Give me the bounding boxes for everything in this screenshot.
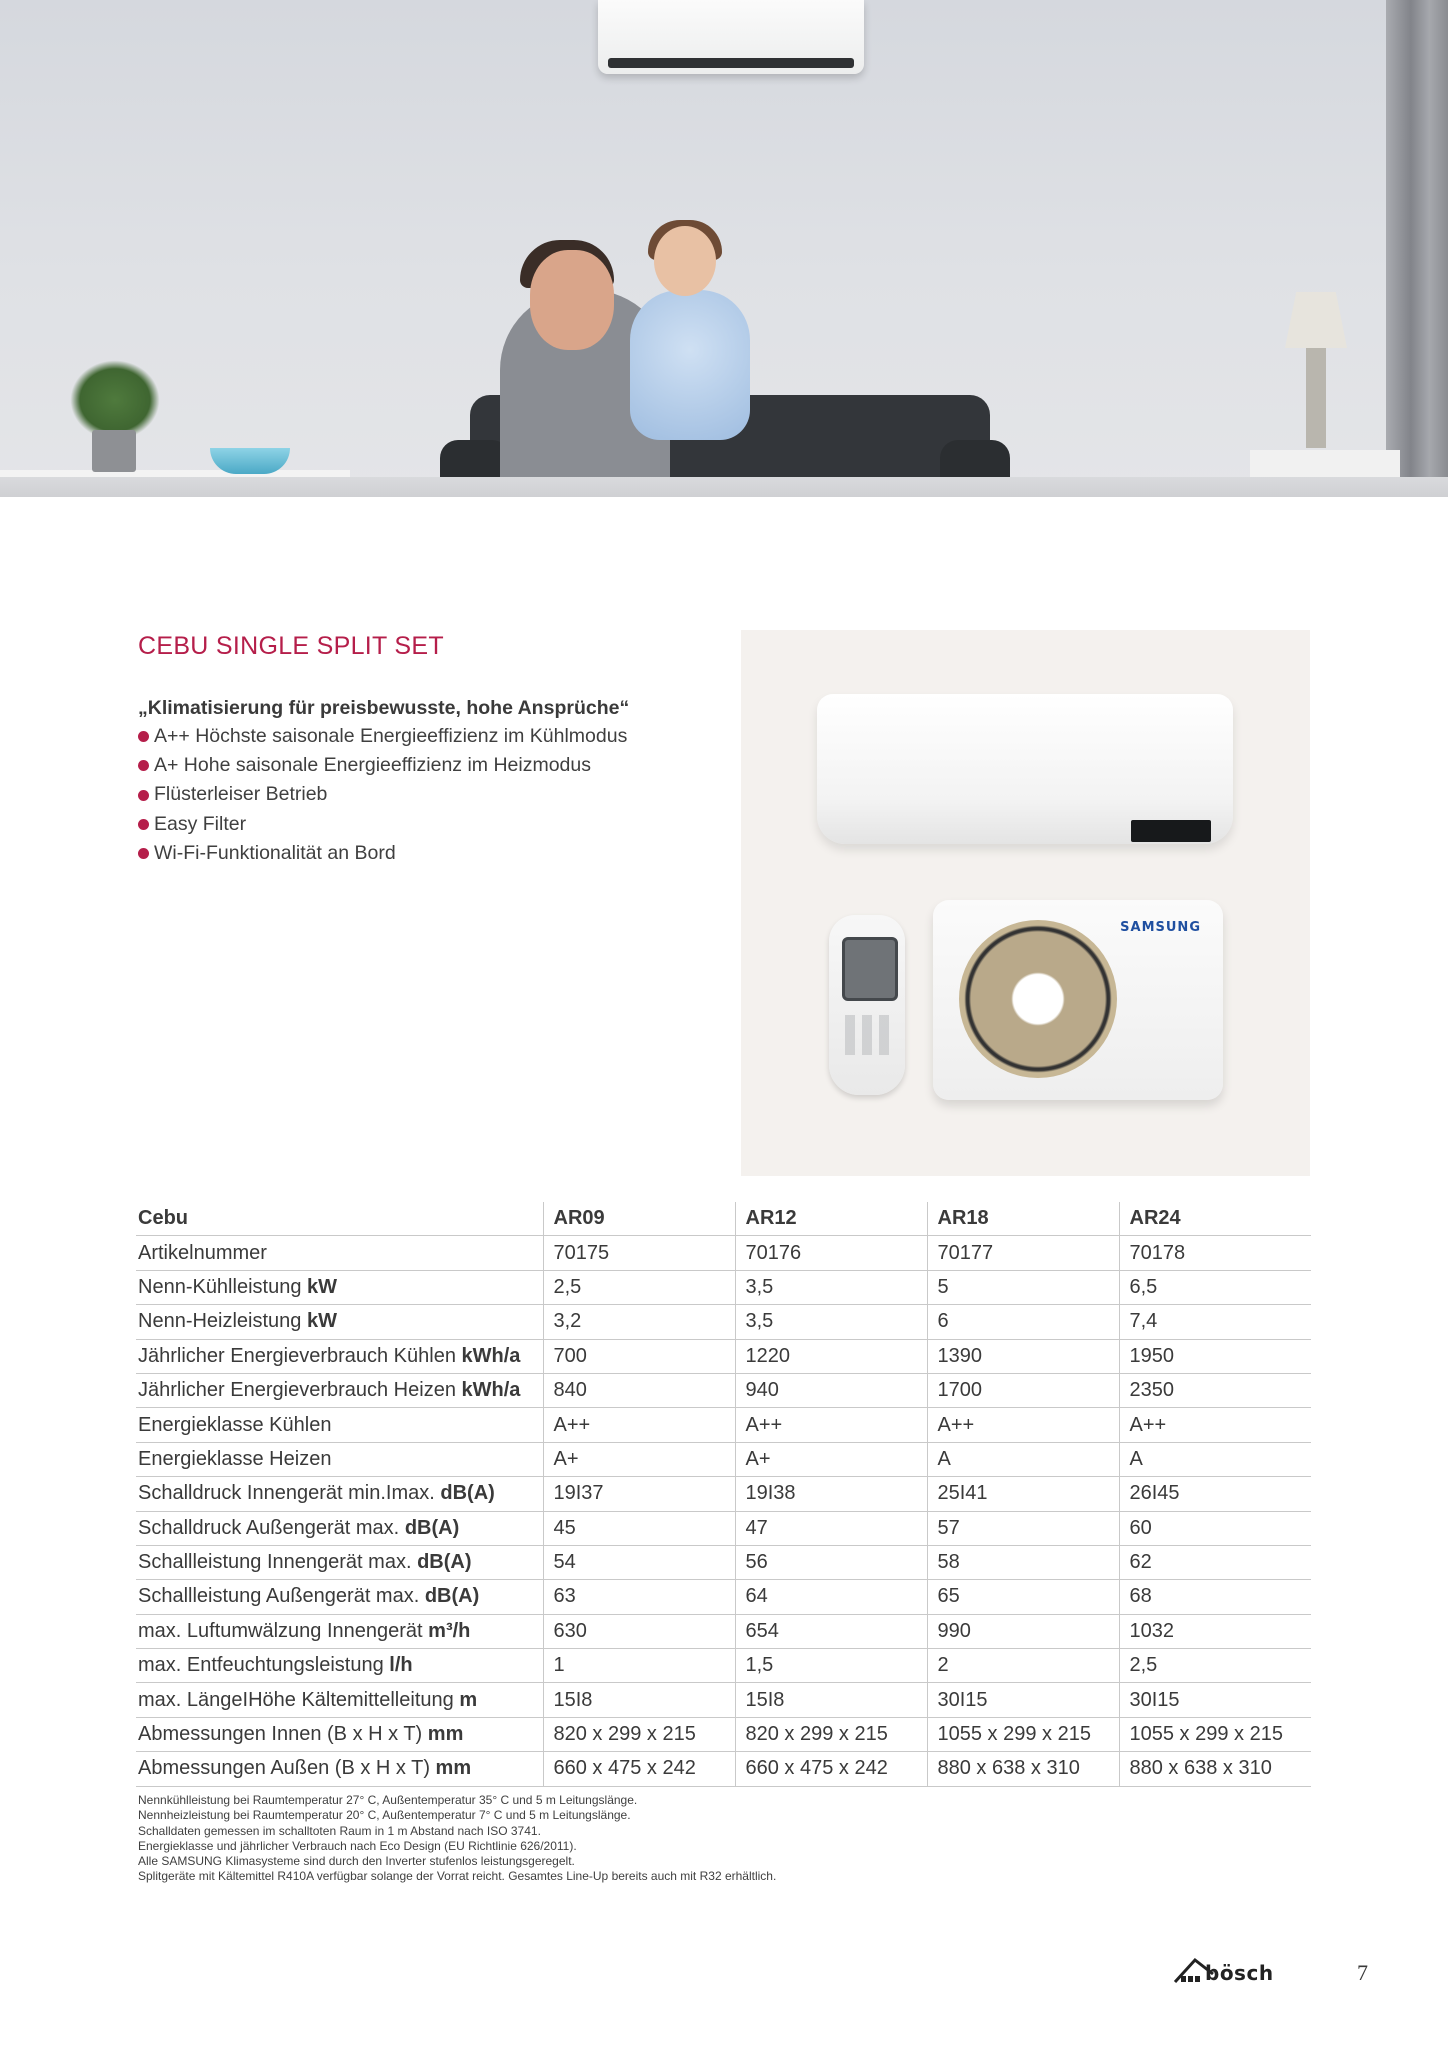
- table-row: [136, 1236, 1311, 1270]
- feature-item: A+ Hohe saisonale Energieeffizienz im Heizmodus: [138, 751, 627, 780]
- table-cell: A++: [1119, 1408, 1311, 1442]
- table-cell: 990: [927, 1614, 1119, 1648]
- unit-label: dB(A): [417, 1551, 472, 1574]
- table-cell: 1055 x 299 x 215: [1119, 1717, 1311, 1751]
- unit-label: kW: [306, 1310, 337, 1333]
- footnote: Nennheizleistung bei Raumtemperatur 20° C, Außentemperatur 7° C und 5 m Leitungslänge.: [138, 1808, 631, 1823]
- table-cell: A++: [927, 1408, 1119, 1442]
- table-cell: A++: [543, 1408, 735, 1442]
- table-cell: 2,5: [1119, 1649, 1311, 1683]
- table-cell: 940: [735, 1373, 927, 1407]
- plant: [70, 360, 160, 440]
- table-row: [136, 1270, 1311, 1304]
- table-cell: 30I15: [1119, 1683, 1311, 1717]
- row-label: Schallleistung Innengerät max. dB(A): [136, 1545, 543, 1579]
- table-cell: A+: [543, 1442, 735, 1476]
- table-cell: 26I45: [1119, 1477, 1311, 1511]
- table-cell: 30I15: [927, 1683, 1119, 1717]
- person-child: [630, 290, 750, 440]
- table-cell: 3,2: [543, 1305, 735, 1339]
- table-cell: 1390: [927, 1339, 1119, 1373]
- unit-label: m: [459, 1688, 478, 1711]
- table-cell: 47: [735, 1511, 927, 1545]
- footnote: Schalldaten gemessen im schalltoten Raum in 1 m Abstand nach ISO 3741.: [138, 1823, 541, 1838]
- table-cell: 58: [927, 1545, 1119, 1579]
- table-cell: 1032: [1119, 1614, 1311, 1648]
- feature-item: Easy Filter: [138, 810, 627, 839]
- table-cell: 19I37: [543, 1477, 735, 1511]
- table-row: [136, 1580, 1311, 1614]
- table-cell: 820 x 299 x 215: [735, 1717, 927, 1751]
- table-row: [136, 1477, 1311, 1511]
- column-header: Cebu: [136, 1202, 543, 1236]
- table-row: [136, 1511, 1311, 1545]
- table-cell: 660 x 475 x 242: [543, 1752, 735, 1786]
- table-cell: 64: [735, 1580, 927, 1614]
- table-row: [136, 1339, 1311, 1373]
- logo-text: bösch: [1205, 1961, 1274, 1985]
- bullet-icon: [138, 848, 149, 859]
- table-row: [136, 1717, 1311, 1751]
- table-cell: 60: [1119, 1511, 1311, 1545]
- footnote: Energieklasse und jährlicher Verbrauch nach Eco Design (EU Richtlinie 626/2011).: [138, 1838, 577, 1853]
- table-cell: 3,5: [735, 1305, 927, 1339]
- row-label: max. LängeIHöhe Kältemittelleitung m: [136, 1683, 543, 1717]
- bullet-icon: [138, 819, 149, 830]
- table-cell: 1055 x 299 x 215: [927, 1717, 1119, 1751]
- table-header-row: [136, 1202, 1311, 1236]
- table-row: [136, 1442, 1311, 1476]
- page-number: 7: [1357, 1960, 1368, 1985]
- table-cell: 6: [927, 1305, 1119, 1339]
- column-header: AR24: [1119, 1202, 1311, 1236]
- feature-item: Flüsterleiser Betrieb: [138, 780, 627, 809]
- row-label: Schallleistung Außengerät max. dB(A): [136, 1580, 543, 1614]
- lamp: [1285, 292, 1347, 348]
- table-cell: 68: [1119, 1580, 1311, 1614]
- company-logo: [1173, 1956, 1301, 1986]
- table-cell: 6,5: [1119, 1270, 1311, 1304]
- table-cell: 1,5: [735, 1649, 927, 1683]
- row-label: Schalldruck Innengerät min.Imax. dB(A): [136, 1477, 543, 1511]
- table-cell: 70177: [927, 1236, 1119, 1270]
- row-label: Nenn-Heizleistung kW: [136, 1305, 543, 1339]
- bullet-icon: [138, 790, 149, 801]
- table-cell: 1700: [927, 1373, 1119, 1407]
- spec-table: [136, 1202, 1311, 1787]
- table-cell: 3,5: [735, 1270, 927, 1304]
- table-cell: 19I38: [735, 1477, 927, 1511]
- table-cell: 2: [927, 1649, 1119, 1683]
- outdoor-unit: [933, 900, 1223, 1100]
- column-header: AR09: [543, 1202, 735, 1236]
- row-label: Jährlicher Energieverbrauch Kühlen kWh/a: [136, 1339, 543, 1373]
- footnote: Splitgeräte mit Kältemittel R410A verfügbar solange der Vorrat reicht. Gesamtes Line-Up bereits auch mit R32 erhältlich.: [138, 1869, 777, 1884]
- table-row: [136, 1649, 1311, 1683]
- remote-control: [829, 915, 905, 1095]
- curtain: [1386, 0, 1448, 497]
- table-cell: A++: [735, 1408, 927, 1442]
- table-cell: 700: [543, 1339, 735, 1373]
- table-row: [136, 1545, 1311, 1579]
- unit-label: dB(A): [424, 1585, 480, 1608]
- wall-air-conditioner: [598, 0, 864, 74]
- table-cell: 25I41: [927, 1477, 1119, 1511]
- table-cell: 7,4: [1119, 1305, 1311, 1339]
- feature-list: [138, 722, 627, 868]
- table-row: [136, 1683, 1311, 1717]
- row-label: Nenn-Kühlleistung kW: [136, 1270, 543, 1304]
- table-cell: 70178: [1119, 1236, 1311, 1270]
- bullet-icon: [138, 731, 149, 742]
- table-row: [136, 1752, 1311, 1786]
- bullet-icon: [138, 760, 149, 771]
- table-cell: 660 x 475 x 242: [735, 1752, 927, 1786]
- table-cell: 654: [735, 1614, 927, 1648]
- footnote: Nennkühlleistung bei Raumtemperatur 27° C, Außentemperatur 35° C und 5 m Leitungslänge.: [138, 1793, 638, 1807]
- table-cell: 840: [543, 1373, 735, 1407]
- unit-label: m³/h: [428, 1619, 471, 1642]
- table-cell: 65: [927, 1580, 1119, 1614]
- footnotes: [138, 1793, 776, 1885]
- unit-display: [1131, 820, 1211, 842]
- table-cell: 880 x 638 x 310: [927, 1752, 1119, 1786]
- row-label: Energieklasse Heizen: [136, 1442, 543, 1476]
- unit-label: kWh/a: [461, 1344, 521, 1367]
- unit-label: mm: [427, 1723, 464, 1746]
- table-row: [136, 1408, 1311, 1442]
- feature-item: A++ Höchste saisonale Energieeffizienz im Kühlmodus: [138, 722, 627, 751]
- table-cell: 5: [927, 1270, 1119, 1304]
- column-header: AR18: [927, 1202, 1119, 1236]
- table-cell: 2350: [1119, 1373, 1311, 1407]
- unit-label: kW: [307, 1275, 337, 1298]
- unit-label: mm: [435, 1757, 472, 1780]
- table-cell: 630: [543, 1614, 735, 1648]
- table-cell: 2,5: [543, 1270, 735, 1304]
- table-cell: 63: [543, 1580, 735, 1614]
- table-cell: 70176: [735, 1236, 927, 1270]
- table-cell: 56: [735, 1545, 927, 1579]
- row-label: Energieklasse Kühlen: [136, 1408, 543, 1442]
- row-label: Artikelnummer: [136, 1236, 543, 1270]
- table-cell: 1: [543, 1649, 735, 1683]
- brand-label: SAMSUNG: [1120, 920, 1201, 935]
- unit-label: dB(A): [404, 1516, 460, 1539]
- table-cell: 57: [927, 1511, 1119, 1545]
- table-cell: 54: [543, 1545, 735, 1579]
- table-cell: 1220: [735, 1339, 927, 1373]
- table-cell: 45: [543, 1511, 735, 1545]
- row-label: max. Luftumwälzung Innengerät m³/h: [136, 1614, 543, 1648]
- page-title: CEBU SINGLE SPLIT SET: [138, 632, 444, 660]
- table-row: [136, 1305, 1311, 1339]
- table-cell: 880 x 638 x 310: [1119, 1752, 1311, 1786]
- table-cell: 1950: [1119, 1339, 1311, 1373]
- table-cell: 15I8: [735, 1683, 927, 1717]
- row-label: Abmessungen Innen (B x H x T) mm: [136, 1717, 543, 1751]
- table-cell: 62: [1119, 1545, 1311, 1579]
- tagline: „Klimatisierung für preisbewusste, hohe Ansprüche“: [138, 697, 630, 719]
- row-label: max. Entfeuchtungsleistung l/h: [136, 1649, 543, 1683]
- hero-photo: [0, 0, 1448, 497]
- table-cell: 15I8: [543, 1683, 735, 1717]
- table-cell: A+: [735, 1442, 927, 1476]
- row-label: Abmessungen Außen (B x H x T) mm: [136, 1752, 543, 1786]
- table-row: [136, 1373, 1311, 1407]
- row-label: Jährlicher Energieverbrauch Heizen kWh/a: [136, 1373, 543, 1407]
- row-label: Schalldruck Außengerät max. dB(A): [136, 1511, 543, 1545]
- unit-label: l/h: [389, 1654, 413, 1677]
- table-cell: 820 x 299 x 215: [543, 1717, 735, 1751]
- unit-label: kWh/a: [461, 1379, 521, 1402]
- table-cell: A: [927, 1442, 1119, 1476]
- footnote: Alle SAMSUNG Klimasysteme sind durch den Inverter stufenlos leistungsgeregelt.: [138, 1854, 575, 1869]
- table-row: [136, 1614, 1311, 1648]
- feature-item: Wi-Fi-Funktionalität an Bord: [138, 839, 627, 868]
- table-cell: A: [1119, 1442, 1311, 1476]
- column-header: AR12: [735, 1202, 927, 1236]
- product-image: [741, 630, 1310, 1176]
- table-cell: 70175: [543, 1236, 735, 1270]
- unit-label: dB(A): [440, 1482, 495, 1505]
- fan-icon: [959, 920, 1117, 1078]
- indoor-unit: [817, 694, 1233, 844]
